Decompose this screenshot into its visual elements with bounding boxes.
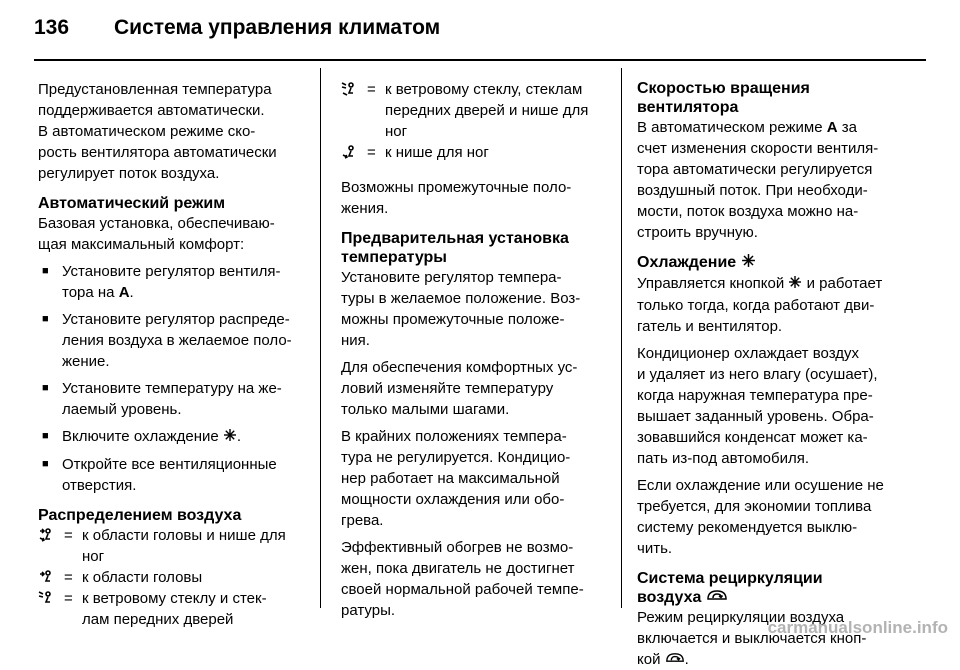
mode-row: = к области головы и нише для ног — [38, 525, 304, 567]
extreme-positions-text: В крайних положениях темпера- тура не регулируется. Кондицио- нер работает на максимальной мощности охлаждения или обо- грева. — [341, 428, 571, 529]
fan-speed-heading: Скоростью вращения вентилятора — [637, 80, 810, 116]
recirculation-icon — [706, 588, 728, 607]
auto-letter: A — [826, 119, 838, 136]
intermediate-text: Возможны промежуточные поло- жения. — [341, 179, 572, 217]
snowflake-icon — [223, 427, 237, 448]
cooling-heading: Охлаждение — [637, 253, 907, 273]
column-1 — [38, 79, 304, 630]
head-and-foot-icon — [38, 525, 64, 567]
list-item: ■ Установите регулятор распреде- ления воздуха в желаемое поло- жение. — [38, 309, 304, 372]
recirculation-icon — [665, 649, 685, 670]
preset-text: Установите регулятор темпера- туры в желаемое положение. Воз- можны промежуточные положе- ния. — [341, 269, 581, 349]
auto-mode-text: Базовая установка, обеспечиваю- щая максимальный комфорт: — [38, 215, 275, 253]
column-3 — [637, 79, 907, 670]
mode-row: = к ветровому стеклу и стек- лам передних дверей — [38, 588, 304, 630]
page-title: Система управления климатом — [114, 16, 441, 39]
mode-row: = к ветровому стеклу, стеклам передних дверей и нише для ног — [341, 79, 607, 142]
air-conditioner-text: Кондиционер охлаждает воздух и удаляет из него влагу (осушает), когда наружная температура пре- вышает заданный уровень. Обра- зовавшийся конденсат может ка- пать из-под автомобиля. — [637, 344, 878, 467]
page-number: 136 — [34, 16, 70, 39]
snowflake-icon — [788, 274, 802, 295]
effective-heating-text: Эффективный обогрев не возмо- жен, пока двигатель не достигнет своей нормальной рабочей темпе- ратуры. — [341, 539, 584, 619]
column-2 — [341, 79, 607, 621]
watermark: carmanualsonline.info — [767, 618, 948, 637]
recirculation-text: Режим рециркуляции воздуха включается и выключается кноп- кой . — [637, 607, 907, 670]
distribution-heading: Распределением воздуха — [38, 506, 242, 524]
distribution-modes-continued — [341, 79, 607, 163]
list-item: ■ Установите регулятор вентиля- тора на A. — [38, 261, 304, 303]
auto-mode-steps — [38, 261, 304, 496]
header-rule — [34, 59, 926, 61]
page-header — [34, 8, 440, 48]
foot-icon — [341, 142, 367, 163]
head-icon — [38, 567, 64, 588]
list-item: ■ Установите температуру на же- лаемый уровень. — [38, 378, 304, 420]
fan-speed-text: В автоматическом режиме A за счет изменения скорости вентиля- тора автоматически регулируется воздушный поток. При необходи- мости, поток воздуха можно на- строить вручную. — [637, 119, 879, 241]
windshield-and-doors-icon — [38, 588, 64, 630]
auto-mode-heading: Автоматический режим — [38, 195, 226, 212]
mode-row: = к области головы — [38, 567, 304, 588]
intro-paragraph: Предустановленная температура поддерживается автоматически. В автоматическом режиме ско- рость вентилятора автоматически регулирует поток воздуха. — [38, 81, 277, 182]
cooling-off-text: Если охлаждение или осушение не требуется, для экономии топлива систему рекомендуется выклю- чить. — [637, 476, 884, 557]
list-item: ■ Откройте все вентиляционные отверстия. — [38, 454, 304, 496]
comfort-text: Для обеспечения комфортных ус- ловий изменяйте температуру только малыми шагами. — [341, 359, 578, 418]
mode-row: = к нише для ног — [341, 142, 607, 163]
snowflake-icon — [741, 253, 756, 273]
recirculation-heading: Система рециркуляции воздуха — [637, 569, 823, 606]
cooling-text: Управляется кнопкой и работает только тогда, когда работают дви- гатель и вентилятор. — [637, 275, 883, 335]
column-divider-2 — [621, 68, 622, 608]
list-item: ■ Включите охлаждение . — [38, 426, 304, 448]
preset-temperature-heading: Предварительная установка температуры — [341, 230, 569, 266]
auto-letter: A — [118, 284, 130, 301]
distribution-modes — [38, 525, 304, 630]
windshield-doors-foot-icon — [341, 79, 367, 142]
column-divider-1 — [320, 68, 321, 608]
